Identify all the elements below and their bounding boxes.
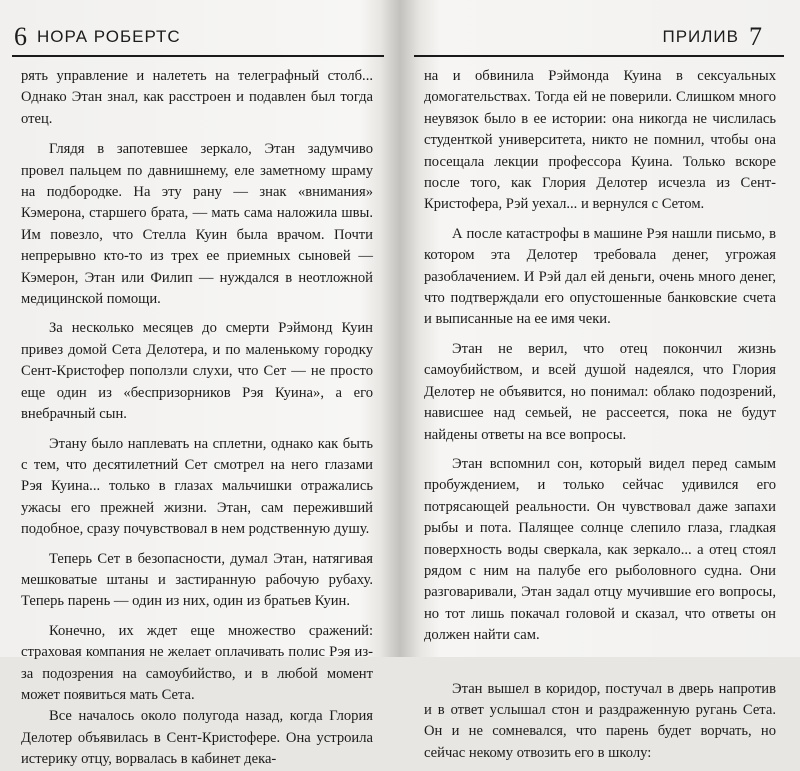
header-rule <box>12 55 384 57</box>
header-rule <box>414 55 784 57</box>
page-number: 7 <box>749 22 762 51</box>
right-text-block <box>424 66 776 764</box>
paragraph: Все началось около полугода назад, когда Глория Делотер объявилась в Сент-Кристофере. Она устроила истерику отцу, ворвалась в кабинет дека- <box>21 708 373 768</box>
running-title: ПРИЛИВ <box>662 27 739 46</box>
paragraph: Конечно, их ждет еще множество сражений: страховая компания не желает оплачивать полис Рэя из-за подозрения на самоубийство, и в любой момент может появиться мать Сета. <box>21 622 373 703</box>
paragraph: на и обвинила Рэймонда Куина в сексуальных домогательствах. Тогда ей не поверили. Слишком много неувязок было в ее истории: она никогда не числилась студенткой университета, никто не помнил, чтобы она посещала лекции профессора Куина. Только вскоре после того, как Глория Делотер исчезла из Сент-Кристофера, Рэй уехал... и вернулся с Сетом. <box>424 68 776 213</box>
running-title: НОРА РОБЕРТС <box>37 27 181 46</box>
left-page <box>0 0 398 768</box>
right-page <box>402 0 800 761</box>
page-number: 6 <box>14 22 27 51</box>
paragraph: Этан не верил, что отец покончил жизнь самоубийством, и всей душой надеялся, что Глория Делотер не объявится, но понимал: облако подозрений, нависшее над семьей, не рассеется, пока не будут найдены ответы на все вопросы. <box>424 340 776 443</box>
paragraph: Теперь Сет в безопасности, думал Этан, натягивая мешковатые штаны и застиранную рабочую рубаху. Теперь парень — один из них, один из братьев Куин. <box>21 550 373 610</box>
left-text-block <box>21 66 373 771</box>
paragraph: А после катастрофы в машине Рэя нашли письмо, в котором эта Делотер требовала денег, угрожая разоблачением. И Рэй дал ей деньги, очень много денег, что подтверждали его опустошенные банковские счета и выписанные на ее имя чеки. <box>424 225 776 328</box>
paragraph: Глядя в запотевшее зеркало, Этан задумчиво провел пальцем по давнишнему, еле заметному шраму на подбородке. На эту рану — знак «внимания» Кэмерона, старшего брата, — мать сама наложила швы. Им повезло, что Стелла Куин была врачом. Почти непрерывно кто-то из трех ее приемных сыновей — Кэмерон, Этан или Филип — нуждался в неотложной медицинской помощи. <box>21 141 373 308</box>
left-running-head <box>14 22 181 52</box>
right-running-head <box>663 22 763 52</box>
paragraph: Этан вышел в коридор, постучал в дверь напротив и в ответ услышал стон и раздраженную ругань Сета. Он и не сомневался, что парень будет ворчать, но сейчас некому отвозить его в школу: <box>424 680 776 761</box>
paragraph: Этан вспомнил сон, который видел перед самым пробуждением, и только сейчас удивился его потрясающей реальности. Он чувствовал даже запахи рыбы и пота. Палящее солнце слепило глаза, гладкая поверхность воды сверкала, как зеркало... а отец стоял рядом с ним на палубе его рыболовного судна. Они разговаривали, Этан задал отцу мучившие его вопросы, но тот лишь покачал головой и сказал, что ответы он должен найти сам. <box>424 455 776 644</box>
paragraph: За несколько месяцев до смерти Рэймонд Куин привез домой Сета Делотера, и по маленькому городку Сент-Кристофер поползли слухи, что Сет — не просто еще один из «беспризорников Рэя Куина», а его внебрачный сын. <box>21 320 373 423</box>
paragraph: Этану было наплевать на сплетни, однако как быть с тем, что десятилетний Сет смотрел на него глазами Рэя Куина... только в глазах мальчишки отражались ужасы его прежней жизни. Этан, сам переживший подобное, сразу почувствовал в нем родственную душу. <box>21 435 373 538</box>
paragraph: рять управление и налететь на телеграфный столб... Однако Этан знал, как расстроен и подавлен был тогда отец. <box>21 68 373 127</box>
